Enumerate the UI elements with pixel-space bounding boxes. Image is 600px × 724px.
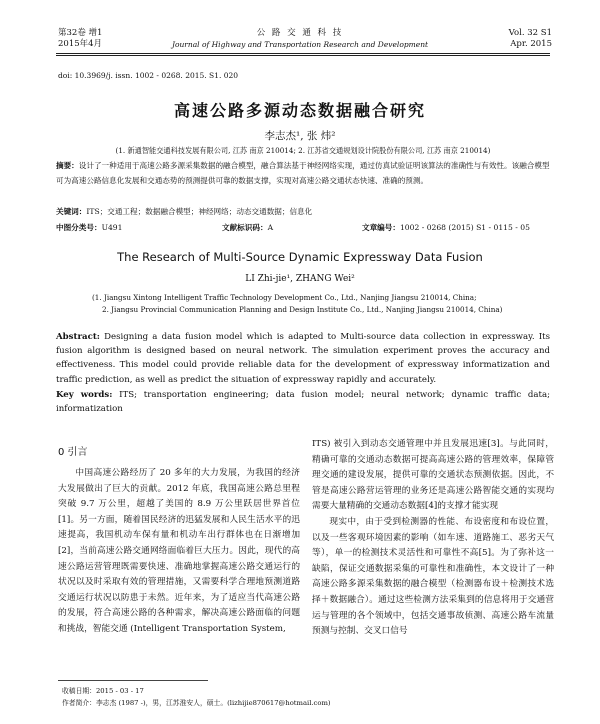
abstract-cn: [56, 159, 550, 188]
clc-label: 中图分类号：: [56, 223, 102, 232]
affiliation-cn: (1. 新通智能交通科技发展有限公司, 江苏 南京 210014; 2. 江苏省交通规划设计院股份有限公司, 江苏 南京 210014): [115, 146, 491, 155]
footnote-author: 作者简介：李志杰 (1987 -)，男，江苏淮安人，硕士。(lizhijie870617@hotmail.com): [62, 699, 331, 707]
article-label: 文章编号：: [362, 223, 400, 232]
authors-en: LI Zhi-jie¹, ZHANG Wei²: [245, 274, 355, 284]
abstract-en: [56, 330, 550, 416]
abstract-en-text: Designing a data fusion model which is adapted to Multi-source data collection in expressway. Its fusion algorithm is designed based on neural network. The simulation experiment proves the accuracy and effectiveness. This model could provide reliable data for the development of expressway informatization and traffic prediction, as well as predict the situation of expressway rapidly and accurately.: [56, 332, 550, 385]
date-en: Apr. 2015: [510, 39, 552, 49]
affiliation-en-2: 2. Jiangsu Provincial Communication Planning and Design Institute Co., Ltd., Nanjing Jiangsu 210014, China): [102, 305, 503, 314]
body-right-paragraph-1: ITS) 被引入到动态交通管理中并且发展迅速[3]。与此同时，精确可靠的交通动态数据可提高高速公路的管理效率，保障管理交通的建设发展，提供可靠的交通状态预测依据。因此，不管是高速公路营运管理的业务还是高速公路智能交通的实现均需要大量精确的交通动态数据[4]的支撑才能实现: [312, 439, 554, 512]
volume-en: Vol. 32 S1: [508, 28, 552, 38]
abstract-cn-label: 摘要：: [56, 161, 79, 170]
abstract-en-label: Abstract:: [56, 332, 100, 342]
body-right-paragraph-2: 现实中，由于受到检测器的性能、布设密度和布设位置，以及一些客观环境因素的影响（如车速、道路施工、恶劣天气等），单一的检测技术灵活性和可靠性不高[5]。为了弥补这一缺陷，保证交通数据采集的可靠性和准确性，本文设计了一种高速公路多源采集数据的融合模型（检测器布设＋检测技术选择＋数据融合）。通过这些检测方法采集到的信息将用于交通营运与管理的各个领域中，包括交通事故侦测、高速公路车流量预测与控制、交叉口信号: [312, 516, 554, 637]
footnote: [62, 685, 362, 709]
doi: doi: 10.3969/j. issn. 1002 - 0268. 2015. S1. 020: [58, 71, 239, 80]
keywords-en-text: ITS; transportation engineering; data fusion model; neural network; dynamic traffic data; informatization: [56, 389, 551, 415]
footnote-received: 收稿日期：2015 - 03 - 17: [62, 687, 144, 695]
volume-info-en: [470, 28, 552, 50]
doc-label: 文献标识码：: [222, 223, 268, 232]
keywords-en-label: Key words:: [56, 389, 113, 400]
keywords-cn-label: 关键词：: [56, 207, 87, 216]
header-rule: [56, 53, 550, 54]
affiliation-en: [92, 292, 532, 316]
article-number: [362, 222, 530, 233]
keywords-cn: [56, 206, 550, 217]
volume-info: [58, 28, 102, 50]
authors-cn: 李志杰¹, 张 炜²: [264, 130, 336, 142]
footnote-rule: [58, 680, 208, 681]
article-value: 1002 - 0268 (2015) S1 - 0115 - 05: [399, 223, 530, 232]
header-rule-2: [56, 55, 550, 56]
classification-row: [56, 222, 550, 233]
body-right-column: [312, 437, 554, 640]
title-en: The Research of Multi-Source Dynamic Expressway Data Fusion: [117, 250, 483, 264]
journal-name-cn: 公 路 交 通 科 技: [256, 28, 344, 38]
title-cn: 高速公路多源动态数据融合研究: [173, 101, 426, 120]
affiliation-en-1: (1. Jiangsu Xintong Intelligent Traffic Technology Development Co., Ltd., Nanjing Jiangsu 210014, China;: [92, 293, 477, 302]
clc-value: U491: [101, 223, 123, 232]
body-left-column: 中国高速公路经历了 20 多年的大力发展，为我国的经济大发展做出了巨大的贡献。2012 年底，我国高速公路总里程突破 9.7 万公里，超越了美国的 8.9 万公里跃居世界首位[1]。另一方面，随着国民经济的迅猛发展和人民生活水平的迅速提高，我国机动车保有量和机动车出行群体也在日渐增加[2]，当前高速公路交通网络面临着巨大压力。因此，现代的高速公路运营管理既需要快速、准确地掌握高速公路交通运行的状况以及时采取有效的管理措施，又需要科学合理地预测道路交通运行状况以防患于未然。近年来，为了适应当代高速公路的发展，符合高速公路的各种需求，解决高速公路面临的问题和挑战，智能交通 (Intelligent Transportation System,: [58, 468, 300, 634]
section-heading: 0 引言: [58, 447, 88, 458]
doc-value: A: [267, 223, 274, 232]
keywords-cn-text: ITS；交通工程；数据融合模型；神经网络；动态交通数据；信息化: [86, 207, 313, 216]
keywords-en: [56, 388, 550, 416]
issue-date: 2015年4月: [58, 39, 103, 49]
abstract-cn-text: 设计了一种适用于高速公路多源采集数据的融合模型，融合算法基于神经网络实现，通过仿真试验证明该算法的准确性与有效性。该融合模型可为高速公路信息化发展和交通态势的预测提供可靠的数据支撑，实现对高速公路交通状态快速、准确的预测。: [56, 161, 550, 185]
journal-name: [150, 28, 450, 50]
volume-issue: 第32卷 增1: [58, 28, 103, 38]
journal-name-en: Journal of Highway and Transportation Research and Development: [171, 40, 429, 49]
doc-code: [222, 222, 273, 233]
